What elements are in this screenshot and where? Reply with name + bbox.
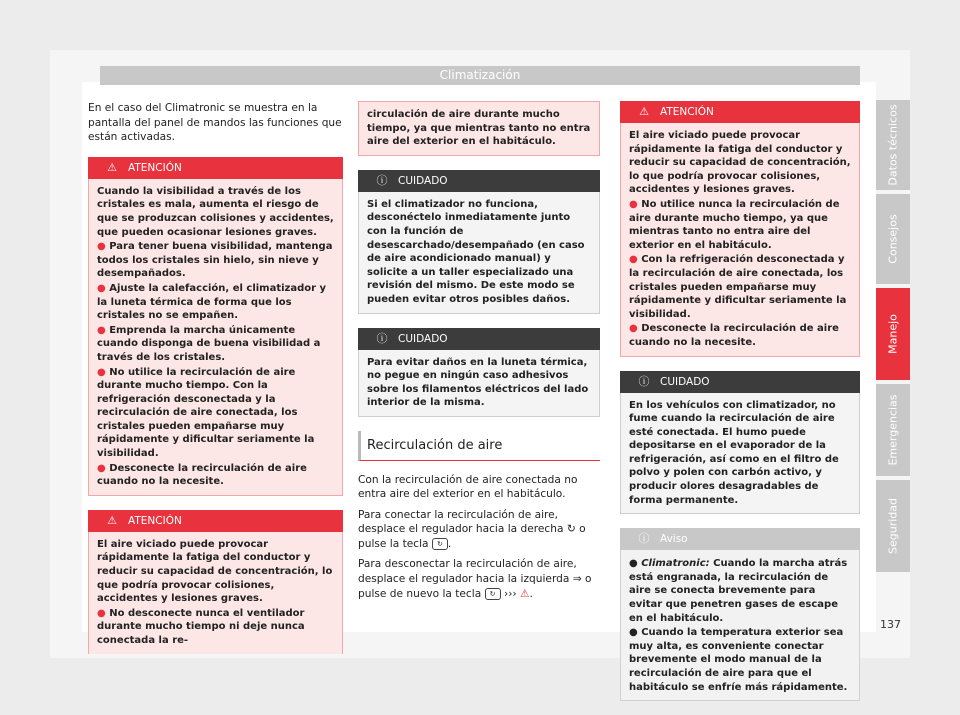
- page-number: 137: [880, 618, 901, 631]
- caution-text: Para evitar daños en la luneta térmica, no pegue en ningún caso adhesivos sobre los filamentos eléctricos del lado interior de la misma.: [358, 350, 600, 417]
- warning-text: El aire viciado puede provocar rápidamente la fatiga del conductor y reducir su capacidad de concentración, lo que podría provocar colisiones, accidentes y lesiones graves.: [97, 538, 333, 605]
- list-item: ● Ajuste la calefacción, el climatizador y la luneta térmica de forma que los cristales no se empañen.: [97, 282, 327, 322]
- list-item: ● Desconecte la recirculación de aire cuando no la necesite.: [97, 462, 307, 488]
- list-item: ● No utilice la recirculación de aire durante mucho tiempo. Con la refrigeración desconectada y la recirculación de aire conectada, los cristales pueden empañarse muy rápidamente y dificultar seriamente la visibilidad.: [97, 366, 315, 460]
- caution-text: Si el climatizador no funciona, desconéctelo inmediatamente junto con la función de desescarchado/desempañado (en caso de aire acondicionado manual) y solicite a un taller especializado una revisión del mismo. De este modo se pueden evitar otros posibles daños.: [358, 192, 600, 314]
- fresh-air-icon: ⇒: [572, 573, 582, 586]
- warning-icon: ⚠: [107, 513, 117, 527]
- warning-box-continued: [358, 101, 600, 156]
- caution-text: En los vehículos con climatizador, no fume cuando la recirculación de aire esté conectada. El humo puede depositarse en el evaporador de la refrigeración, así como en el filtro de polvo y polen con carbón activo, y producir olores desagradables de forma permanente.: [620, 393, 860, 515]
- warning-icon: ⚠: [520, 587, 530, 600]
- list-item: ● Climatronic: Cuando la marcha atrás está engranada, la recirculación de aire se conecta brevemente para evitar que penetren gases de escape en el habitáculo.: [629, 558, 848, 624]
- warning-label: ATENCIÓN: [660, 106, 714, 118]
- list-item: ● Desconecte la recirculación de aire cuando no la necesite.: [629, 323, 839, 348]
- list-item: ● Emprenda la marcha únicamente cuando disponga de buena visibilidad a través de los cristales.: [97, 324, 321, 363]
- warning-icon: ⚠: [639, 105, 649, 118]
- caution-label: CUIDADO: [398, 332, 448, 345]
- section-title: Recirculación de aire: [358, 431, 600, 461]
- column-1: [88, 101, 343, 668]
- caution-label: CUIDADO: [660, 375, 710, 388]
- caution-box: [358, 170, 600, 314]
- column-2: [358, 101, 600, 607]
- body-paragraph: Con la recirculación de aire conectada no entra aire del exterior en el habitáculo.: [358, 473, 578, 501]
- warning-label: ATENCIÓN: [128, 161, 182, 174]
- warning-label: ATENCIÓN: [128, 514, 182, 527]
- warning-text: Cuando la visibilidad a través de los cristales es mala, aumenta el riesgo de que se produzcan colisiones y accidentes, que pueden ocasionar lesiones graves.: [97, 185, 334, 238]
- list-item: ● Con la refrigeración desconectada y la recirculación de aire conectada, los cristales pueden empañarse muy rápidamente y dificultar seriamente la visibilidad.: [629, 254, 847, 320]
- caution-box: [358, 328, 600, 417]
- reference-arrows: ›››: [503, 587, 517, 600]
- warning-box: [88, 510, 343, 654]
- warning-text: circulación de aire durante mucho tiempo, ya que mientras tanto no entra aire del exterior en el habitáculo.: [358, 101, 600, 156]
- list-item: ● No utilice nunca la recirculación de aire durante mucho tiempo, ya que mientras tanto no entra aire del exterior en el habitáculo.: [629, 198, 840, 251]
- recirculation-icon: ↻: [566, 523, 576, 536]
- warning-box: [88, 157, 343, 496]
- list-item: ● Para tener buena visibilidad, mantenga todos los cristales sin hielo, sin nieve y desempañados.: [97, 241, 333, 280]
- tab-seguridad[interactable]: Seguridad: [876, 480, 910, 572]
- tab-emergencias[interactable]: Emergencias: [876, 384, 910, 476]
- note-box: [620, 528, 860, 701]
- recirculation-key-icon: ↻: [432, 538, 448, 550]
- recirculation-key-icon: ↻: [485, 588, 501, 600]
- body-paragraph: Para desconectar la recirculación de aire, desplace el regulador hacia la izquierda ⇒ o pulse de nuevo la tecla ↻ ››› ⚠.: [358, 558, 592, 600]
- tab-consejos[interactable]: Consejos: [876, 194, 910, 284]
- chapter-tabs: [876, 100, 910, 576]
- caution-icon: ⓘ: [638, 374, 650, 388]
- warning-icon: ⚠: [107, 160, 117, 174]
- info-icon: ⓘ: [638, 532, 650, 546]
- intro-text: En el caso del Climatronic se muestra en la pantalla del panel de mandos las funciones que están activadas.: [88, 102, 342, 144]
- caution-label: CUIDADO: [398, 174, 448, 187]
- warning-text: El aire viciado puede provocar rápidamente la fatiga del conductor y reducir su capacidad de concentración, lo que podría provocar colisiones, accidentes y lesiones graves.: [629, 130, 851, 196]
- caution-icon: ⓘ: [376, 173, 388, 187]
- list-item: ● No desconecte nunca el ventilador durante mucho tiempo ni deje nunca conectada la re-: [97, 607, 305, 646]
- tab-manejo[interactable]: Manejo: [876, 288, 910, 380]
- warning-box: [620, 101, 860, 357]
- column-3: [620, 101, 860, 715]
- page-header: Climatización: [100, 66, 860, 85]
- caution-box: [620, 371, 860, 515]
- caution-icon: ⓘ: [376, 331, 388, 345]
- tab-datos-tecnicos[interactable]: Datos técnicos: [876, 100, 910, 190]
- list-item: ● Cuando la temperatura exterior sea muy alta, es conveniente conectar brevemente el modo manual de la recirculación de aire para que el habitáculo se enfríe más rápidamente.: [629, 627, 848, 693]
- note-label: Aviso: [660, 533, 688, 546]
- body-paragraph: Para conectar la recirculación de aire, desplace el regulador hacia la derecha ↻ o pulse la tecla ↻ .: [358, 508, 586, 550]
